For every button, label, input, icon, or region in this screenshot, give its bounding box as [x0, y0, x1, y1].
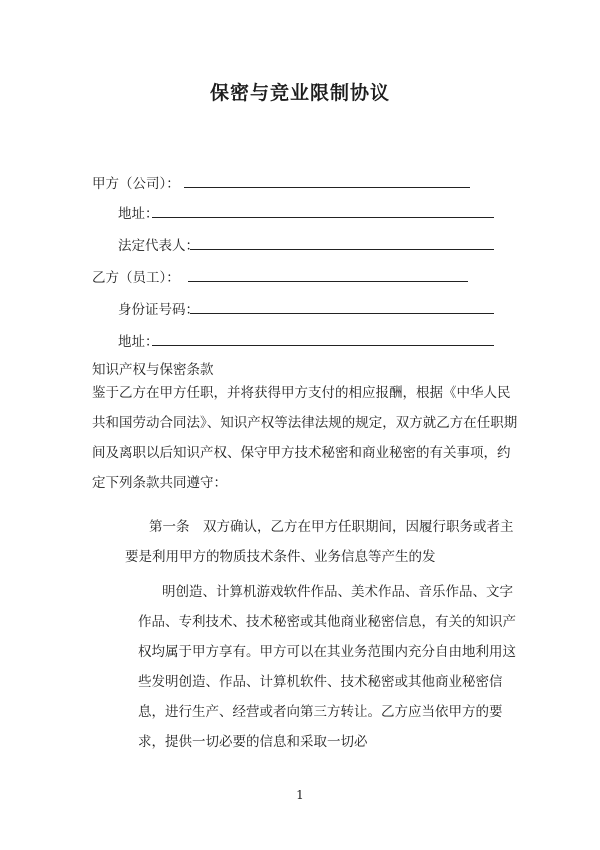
legal-representative-field	[118, 234, 496, 254]
party-a-company-field	[92, 172, 472, 192]
party-b-address-blank	[152, 345, 494, 346]
section-heading: 知识产权与保密条款	[92, 362, 214, 378]
party-a-address-field	[118, 202, 496, 222]
party-a-company-label: 甲方（公司）：	[92, 176, 180, 192]
party-a-address-blank	[152, 217, 494, 218]
legal-representative-label: 法定代表人：	[118, 238, 199, 254]
id-number-label: 身份证号码：	[118, 302, 199, 318]
party-b-address-label: 地址：	[118, 334, 159, 350]
party-b-employee-label: 乙方（员工）：	[92, 270, 180, 286]
party-a-address-label: 地址：	[118, 206, 159, 222]
intro-paragraph: 鉴于乙方在甲方任职，并将获得甲方支付的相应报酬，根据《中华人民共和国劳动合同法》、知识产权等法律法规的规定，双方就乙方在任职期间及离职以后知识产权、保守甲方技术秘密和商业秘密的有关事项，约定下列条款共同遵守：	[92, 385, 518, 491]
party-b-employee-field	[92, 266, 472, 286]
id-number-field	[118, 298, 496, 318]
party-a-company-blank	[184, 187, 470, 188]
party-b-address-field	[118, 330, 496, 350]
article-1-paragraph: 第一条 双方确认，乙方在甲方任职期间，因履行职务或者主要是利用甲方的物质技术条件、业务信息等产生的发	[125, 519, 514, 565]
party-b-employee-blank	[188, 281, 468, 282]
id-number-blank	[190, 313, 494, 314]
article-1-continuation: 明创造、计算机游戏软件作品、美术作品、音乐作品、文字作品、专利技术、技术秘密或其他商业秘密信息，有关的知识产权均属于甲方享有。甲方可以在其业务范围内充分自由地利用这些发明创造、作品、计算机软件、技术秘密或其他商业秘密信息，进行生产、经营或者向第三方转让。乙方应当依甲方的要求，提供一切必要的信息和采取一切必	[138, 584, 516, 750]
legal-representative-blank	[190, 249, 494, 250]
page-number: 1	[296, 788, 304, 802]
document-title: 保密与竞业限制协议	[209, 82, 390, 104]
